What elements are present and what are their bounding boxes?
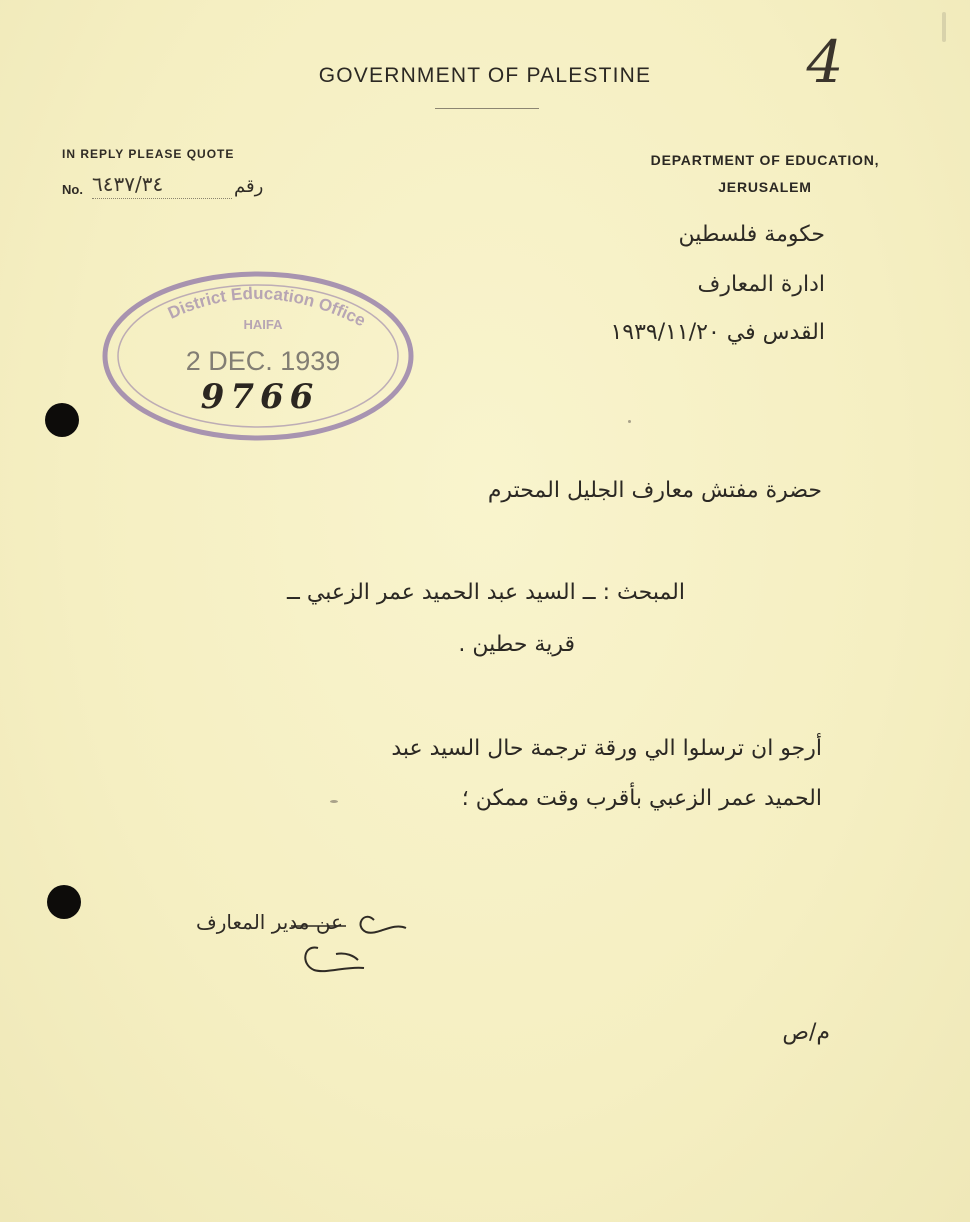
paper-speck — [942, 12, 946, 42]
stamp-city: HAIFA — [243, 317, 283, 332]
letterhead-title: GOVERNMENT OF PALESTINE — [318, 64, 652, 87]
salutation: حضرة مفتش معارف الجليل المحترم — [487, 478, 822, 503]
title-divider — [435, 108, 539, 109]
paper-speck — [628, 420, 631, 423]
signature-block — [196, 908, 416, 983]
reference-no-value: ٦٤٣٧/٣٤ — [92, 172, 164, 196]
reference-no-label-arabic: رقم — [234, 176, 264, 197]
arabic-department: ادارة المعارف — [697, 272, 825, 297]
reference-no-label: No. — [62, 182, 83, 197]
stamp-office-text: District Education Office — [164, 283, 369, 331]
reference-dotted-line — [92, 198, 232, 199]
arabic-date-line — [610, 320, 825, 345]
arabic-government: حكومة فلسطين — [678, 222, 825, 247]
received-stamp — [100, 262, 420, 452]
arabic-date-label: القدس في — [726, 320, 825, 345]
signature-title: عن مدير المعارف — [196, 910, 344, 934]
subject-line-2: قرية حطين . — [458, 632, 575, 657]
reference-number — [62, 172, 282, 204]
arabic-date: ١٩٣٩/١١/٢٠ — [610, 320, 720, 345]
reply-quote-label: IN REPLY PLEASE QUOTE — [62, 147, 235, 161]
handwritten-signature — [196, 908, 416, 983]
page-number: 4 — [806, 28, 844, 96]
body-paragraph-line-2: الحميد عمر الزعبي بأقرب وقت ممكن ؛ — [461, 786, 822, 811]
department-city: JERUSALEM — [718, 179, 812, 195]
subject-line-1: المبحث : ــ السيد عبد الحميد عمر الزعبي ــ — [286, 580, 685, 605]
stamp-date: 2 DEC. 1939 — [185, 346, 341, 376]
stamp-handwritten-number: 9766 — [200, 377, 320, 417]
punch-hole-top — [45, 403, 79, 437]
paper-speck — [330, 800, 338, 803]
body-paragraph-line-1: أرجو ان ترسلوا الي ورقة ترجمة حال السيد عبد — [391, 736, 822, 761]
department-block — [600, 147, 930, 201]
punch-hole-bottom — [47, 885, 81, 919]
typist-initials: م/ص — [782, 1020, 830, 1045]
department-name: DEPARTMENT OF EDUCATION, — [650, 152, 880, 168]
